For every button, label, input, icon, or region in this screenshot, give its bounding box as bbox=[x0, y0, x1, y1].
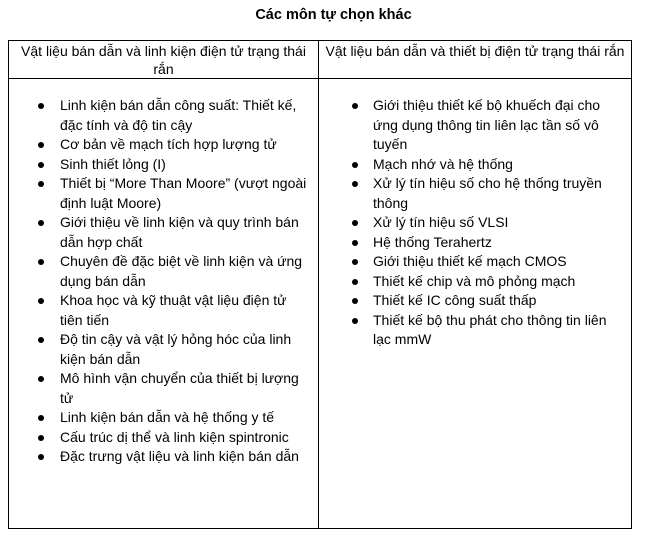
electives-table bbox=[8, 40, 632, 529]
list-item-text: Giới thiệu về linh kiện và quy trình bán dẫn hợp chất bbox=[60, 214, 299, 250]
list-item-text: Giới thiệu thiết kế bộ khuếch đại cho ứng dụng thông tin liên lạc tần số vô tuyến bbox=[373, 97, 601, 152]
column-header-left-text: Vật liệu bán dẫn và linh kiện điện tử trạng thái rắn bbox=[21, 43, 306, 77]
list-item-text: Khoa học và kỹ thuật vật liệu điện tử tiên tiến bbox=[60, 292, 287, 328]
bullet-icon bbox=[352, 298, 358, 304]
list-item bbox=[319, 96, 631, 155]
list-item-text: Cơ bản về mạch tích hợp lượng tử bbox=[60, 136, 277, 152]
list-item-text: Độ tin cậy và vật lý hỏng hóc của linh kiện bán dẫn bbox=[60, 331, 292, 367]
page-title: Các môn tự chọn khác bbox=[255, 7, 412, 23]
list-item bbox=[9, 96, 318, 135]
list-item-text: Chuyên đề đặc biệt về linh kiện và ứng dụng bán dẫn bbox=[60, 253, 303, 289]
table-body-row bbox=[9, 79, 632, 529]
list-item bbox=[9, 135, 318, 155]
bullet-icon bbox=[352, 259, 358, 265]
bullet-icon bbox=[352, 240, 358, 246]
list-item bbox=[9, 447, 318, 467]
bullet-icon bbox=[352, 318, 358, 324]
list-item-text: Xử lý tín hiệu số VLSI bbox=[373, 214, 509, 230]
list-item bbox=[9, 428, 318, 448]
bullet-icon bbox=[38, 376, 44, 382]
bullet-icon bbox=[38, 142, 44, 148]
list-item bbox=[9, 155, 318, 175]
list-item bbox=[9, 408, 318, 428]
list-item bbox=[319, 252, 631, 272]
list-item-text: Thiết kế chip và mô phỏng mạch bbox=[373, 272, 576, 289]
right-course-list bbox=[319, 79, 631, 350]
list-item bbox=[319, 233, 631, 253]
column-header-left bbox=[9, 41, 319, 79]
list-item-text: Sinh thiết lỏng (I) bbox=[60, 155, 166, 172]
column-header-right bbox=[319, 41, 632, 79]
left-column-cell bbox=[9, 79, 319, 529]
list-item bbox=[319, 311, 631, 350]
list-item-text: Linh kiện bán dẫn và hệ thống y tế bbox=[60, 409, 275, 425]
list-item bbox=[9, 369, 318, 408]
bullet-icon bbox=[38, 181, 44, 187]
bullet-icon bbox=[352, 162, 358, 168]
bullet-icon bbox=[38, 259, 44, 265]
bullet-icon bbox=[352, 103, 358, 109]
list-item bbox=[9, 330, 318, 369]
table-header-row bbox=[9, 41, 632, 79]
list-item-text: Mô hình vận chuyển của thiết bị lượng tử bbox=[60, 370, 299, 406]
left-course-list bbox=[9, 79, 318, 467]
list-item bbox=[9, 252, 318, 291]
bullet-icon bbox=[38, 337, 44, 343]
list-item bbox=[9, 213, 318, 252]
bullet-icon bbox=[352, 181, 358, 187]
column-header-right-text: Vật liệu bán dẫn và thiết bị điện tử trạng thái rắn bbox=[325, 43, 625, 59]
right-column-cell bbox=[319, 79, 632, 529]
list-item bbox=[319, 291, 631, 311]
list-item-text: Hệ thống Terahertz bbox=[373, 233, 492, 250]
list-item bbox=[9, 174, 318, 213]
bullet-icon bbox=[38, 220, 44, 226]
bullet-icon bbox=[38, 454, 44, 460]
list-item bbox=[9, 291, 318, 330]
bullet-icon bbox=[352, 279, 358, 285]
list-item-text: Thiết kế bộ thu phát cho thông tin liên lạc mmW bbox=[373, 311, 607, 347]
list-item-text: Đặc trưng vật liệu và linh kiện bán dẫn bbox=[60, 448, 299, 464]
bullet-icon bbox=[352, 220, 358, 226]
list-item bbox=[319, 174, 631, 213]
list-item-text: Thiết bị “More Than Moore” (vượt ngoài định luật Moore) bbox=[60, 175, 307, 211]
bullet-icon bbox=[38, 415, 44, 421]
list-item bbox=[319, 213, 631, 233]
list-item bbox=[319, 272, 631, 292]
list-item bbox=[319, 155, 631, 175]
list-item-text: Cấu trúc dị thể và linh kiện spintronic bbox=[60, 428, 289, 445]
list-item-text: Linh kiện bán dẫn công suất: Thiết kế, đặc tính và độ tin cậy bbox=[60, 97, 297, 133]
list-item-text: Giới thiệu thiết kế mạch CMOS bbox=[373, 253, 567, 269]
bullet-icon bbox=[38, 103, 44, 109]
bullet-icon bbox=[38, 298, 44, 304]
list-item-text: Xử lý tín hiệu số cho hệ thống truyền thông bbox=[373, 175, 602, 211]
list-item-text: Mạch nhớ và hệ thống bbox=[373, 155, 513, 172]
list-item-text: Thiết kế IC công suất thấp bbox=[373, 292, 537, 308]
bullet-icon bbox=[38, 162, 44, 168]
bullet-icon bbox=[38, 435, 44, 441]
